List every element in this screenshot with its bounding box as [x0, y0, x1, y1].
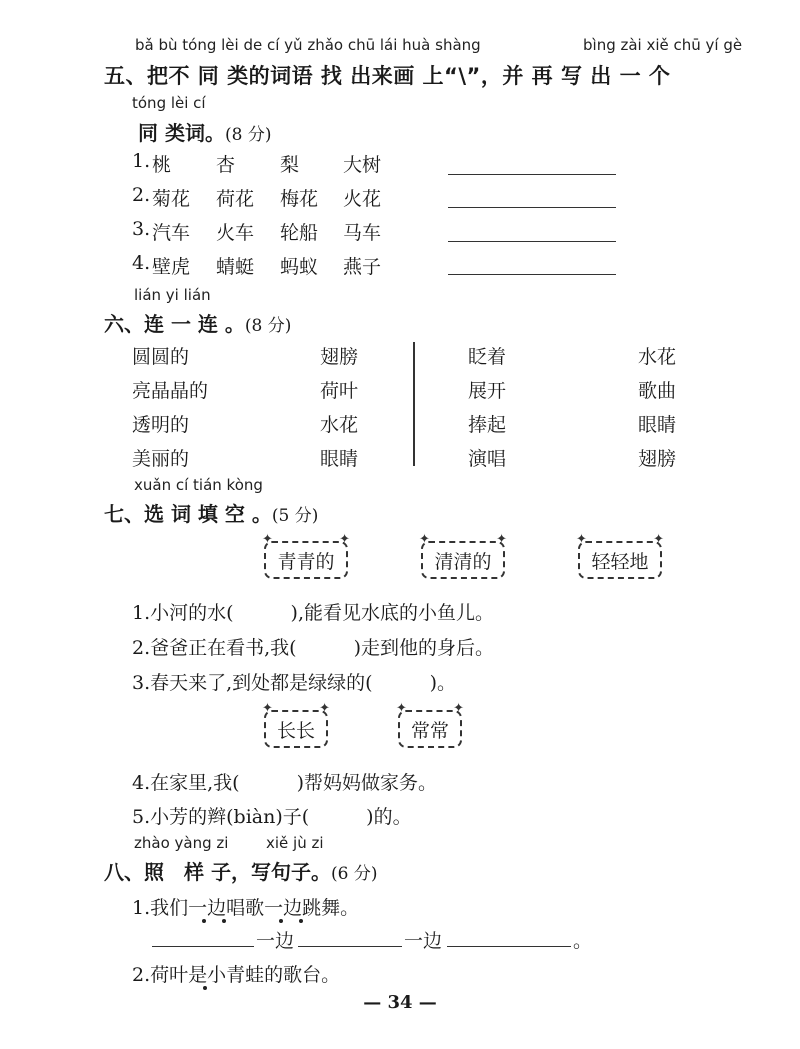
s6-pinyin: lián yi lián [134, 286, 211, 304]
s6-title-wrap [104, 308, 291, 337]
s6-right-a[interactable]: 演唱 [468, 448, 507, 470]
s5-row-num: 4. [132, 252, 151, 274]
s5-word: 燕子 [343, 256, 382, 278]
s8-pinyin-b: xiě jù zi [266, 834, 324, 852]
s7-question-2: 2.爸爸正在看书,我( )走到他的身后。 [132, 637, 494, 659]
s7-word-option: ✦ 清清的 ✦ [421, 541, 505, 579]
s5-word: 汽车 [152, 222, 191, 244]
s6-left-b[interactable]: 翅膀 [320, 346, 359, 368]
s5-word: 蚂蚁 [280, 256, 319, 278]
s7-word-option: ✦ 常常 ✦ [398, 710, 462, 748]
s5-word: 大树 [343, 154, 382, 176]
s7-question-1: 1.小河的水( ),能看见水底的小鱼儿。 [132, 602, 494, 624]
s8-question-1: 1.我们一边唱歌一边跳舞。 [132, 897, 360, 919]
emphasis-dot [203, 986, 207, 990]
s5-score: (8 分) [224, 125, 272, 145]
s6-left-b[interactable]: 水花 [320, 414, 359, 436]
s8-blank-2[interactable] [298, 946, 402, 947]
s6-right-a[interactable]: 展开 [468, 380, 507, 402]
s8-title: 八、照 样 子，写句子。 [104, 860, 331, 884]
s8-pinyin-a: zhào yàng zi [134, 834, 229, 852]
s5-word: 梅花 [280, 188, 319, 210]
s5-word: 荷花 [216, 188, 255, 210]
s5-pinyin-c: tóng lèi cí [132, 94, 206, 112]
s5-word: 轮船 [280, 222, 319, 244]
s5-word: 火车 [216, 222, 255, 244]
emphasis-dot [279, 919, 283, 923]
s7-word-option: ✦ 长长 ✦ [264, 710, 328, 748]
s8-title-wrap [104, 856, 377, 885]
s7-question-5: 5.小芳的辫(biàn)子( )的。 [132, 806, 412, 828]
s6-right-b[interactable]: 翅膀 [638, 448, 677, 470]
emphasis-dot [222, 919, 226, 923]
s8-blank-1[interactable] [152, 946, 254, 947]
s5-word: 火花 [343, 188, 382, 210]
s5-answer-line[interactable] [448, 241, 616, 242]
s7-title-wrap [104, 498, 318, 527]
emphasis-dot [299, 919, 303, 923]
s5-word: 马车 [343, 222, 382, 244]
s7-question-4: 4.在家里,我( )帮妈妈做家务。 [132, 772, 437, 794]
s6-left-a[interactable]: 美丽的 [132, 448, 190, 470]
s7-pinyin: xuǎn cí tián kòng [134, 476, 263, 494]
s5-pinyin-a: bǎ bù tóng lèi de cí yǔ zhǎo chū lái huà shàng [135, 36, 481, 54]
s8-question-2: 2.荷叶是小青蛙的歌台。 [132, 964, 341, 986]
s8-fill-b: 一边 [404, 930, 443, 952]
s5-word: 壁虎 [152, 256, 191, 278]
s6-left-a[interactable]: 圆圆的 [132, 346, 190, 368]
s5-title: 五、把不 同 类的词语 找 出来画 上“\”，并 再 写 出 一 个 [104, 64, 671, 88]
s7-word-option: ✦ 轻轻地 ✦ [578, 541, 662, 579]
s6-left-a[interactable]: 透明的 [132, 414, 190, 436]
s6-divider [413, 342, 415, 466]
s6-right-a[interactable]: 捧起 [468, 414, 507, 436]
s5-word: 梨 [280, 154, 300, 176]
s7-score: (5 分) [271, 506, 319, 526]
s8-fill-end: 。 [573, 930, 593, 952]
s5-title2: 同 类词。 [138, 121, 225, 145]
s5-answer-line[interactable] [448, 207, 616, 208]
s5-title2-wrap [138, 117, 271, 146]
s5-word: 桃 [152, 154, 172, 176]
s6-left-b[interactable]: 荷叶 [320, 380, 359, 402]
s6-right-b[interactable]: 歌曲 [638, 380, 677, 402]
s5-row-num: 1. [132, 150, 151, 172]
s5-word: 蜻蜓 [216, 256, 255, 278]
s5-row-num: 3. [132, 218, 151, 240]
s5-answer-line[interactable] [448, 274, 616, 275]
s6-left-a[interactable]: 亮晶晶的 [132, 380, 209, 402]
s5-word: 杏 [216, 154, 236, 176]
s5-word: 菊花 [152, 188, 191, 210]
s6-right-b[interactable]: 水花 [638, 346, 677, 368]
s5-answer-line[interactable] [448, 174, 616, 175]
s6-title: 六、连 一 连 。 [104, 312, 245, 336]
s5-row-num: 2. [132, 184, 151, 206]
s7-word-option: ✦ 青青的 ✦ [264, 541, 348, 579]
s7-question-3: 3.春天来了,到处都是绿绿的( )。 [132, 672, 456, 694]
s6-score: (8 分) [244, 316, 292, 336]
s6-right-a[interactable]: 眨着 [468, 346, 507, 368]
emphasis-dot [202, 919, 206, 923]
page-number: — 34 — [363, 992, 437, 1013]
s8-fill-a: 一边 [256, 930, 295, 952]
s8-blank-3[interactable] [447, 946, 571, 947]
s6-right-b[interactable]: 眼睛 [638, 414, 677, 436]
s6-left-b[interactable]: 眼睛 [320, 448, 359, 470]
s7-title: 七、选 词 填 空 。 [104, 502, 272, 526]
s5-pinyin-b: bìng zài xiě chū yí gè [583, 36, 743, 54]
s8-score: (6 分) [330, 864, 378, 884]
